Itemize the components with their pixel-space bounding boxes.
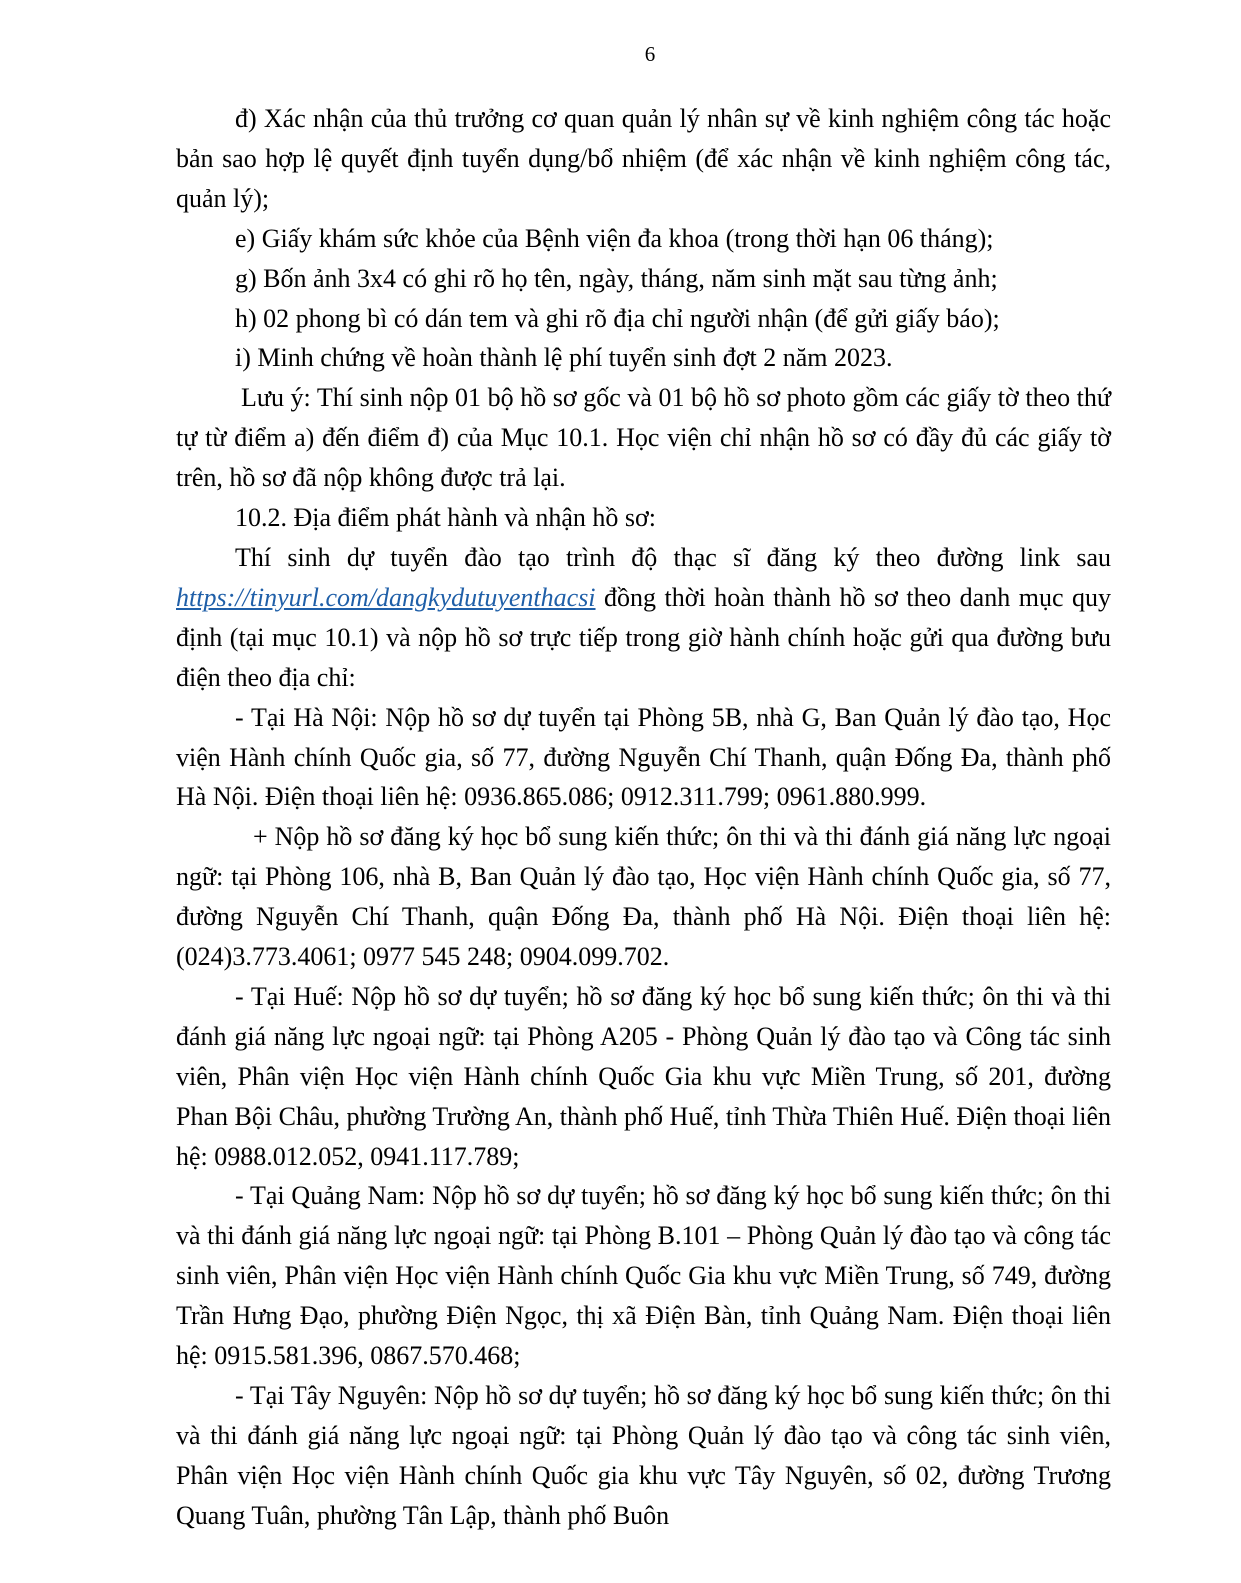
- paragraph-hanoi-supplement: + Nộp hồ sơ đăng ký học bổ sung kiến thức; ôn thi và thi đánh giá năng lực ngoại ngữ: tại Phòng 106, nhà B, Ban Quản lý đào tạo, Học viện Hành chính Quốc gia, số 77, đường Nguyễn Chí Thanh, quận Đống Đa, thành phố Hà Nội. Điện thoại liên hệ: (024)3.773.4061; 0977 545 248; 0904.099.702.: [176, 822, 1111, 972]
- paragraph-hanoi: - Tại Hà Nội: Nộp hồ sơ dự tuyển tại Phòng 5B, nhà G, Ban Quản lý đào tạo, Học viện Hành chính Quốc gia, số 77, đường Nguyễn Chí Thanh, quận Đống Đa, thành phố Hà Nội. Điện thoại liên hệ: 0936.865.086; 0912.311.799; 0961.880.999.: [176, 702, 1111, 812]
- paragraph-hue: - Tại Huế: Nộp hồ sơ dự tuyển; hồ sơ đăng ký học bổ sung kiến thức; ôn thi và thi đánh giá năng lực ngoại ngữ: tại Phòng A205 - Phòng Quản lý đào tạo và Công tác sinh viên, Phân viện Học viện Hành chính Quốc Gia khu vực Miền Trung, số 201, đường Phan Bội Châu, phường Trường An, thành phố Huế, tỉnh Thừa Thiên Huế. Điện thoại liên hệ: 0988.012.052, 0941.117.789;: [176, 981, 1111, 1171]
- paragraph-item-d: đ) Xác nhận của thủ trưởng cơ quan quản lý nhân sự về kinh nghiệm công tác hoặc bản sao hợp lệ quyết định tuyển dụng/bổ nhiệm (để xác nhận về kinh nghiệm công tác, quản lý);: [176, 104, 1111, 213]
- registration-text-after: đồng thời hoàn thành hồ sơ theo danh mục quy định (tại mục 10.1) và nộp hồ sơ trực tiếp trong giờ hành chính hoặc gửi qua đường bưu điện theo địa chỉ:: [176, 582, 1111, 692]
- paragraph-quang-nam: - Tại Quảng Nam: Nộp hồ sơ dự tuyển; hồ sơ đăng ký học bổ sung kiến thức; ôn thi và thi đánh giá năng lực ngoại ngữ: tại Phòng B.101 – Phòng Quản lý đào tạo và công tác sinh viên, Phân viện Học viện Hành chính Quốc Gia khu vực Miền Trung, số 749, đường Trần Hưng Đạo, phường Điện Ngọc, thị xã Điện Bàn, tỉnh Quảng Nam. Điện thoại liên hệ: 0915.581.396, 0867.570.468;: [176, 1181, 1111, 1371]
- paragraph-tay-nguyen: - Tại Tây Nguyên: Nộp hồ sơ dự tuyển; hồ sơ đăng ký học bổ sung kiến thức; ôn thi và thi đánh giá năng lực ngoại ngữ: tại Phòng Quản lý đào tạo và công tác sinh viên, Phân viện Học viện Hành chính Quốc gia khu vực Tây Nguyên, số 02, đường Trương Quang Tuân, phường Tân Lập, thành phố Buôn: [176, 1381, 1111, 1530]
- paragraph-item-h: h) 02 phong bì có dán tem và ghi rõ địa chỉ người nhận (để gửi giấy báo);: [235, 303, 1000, 333]
- paragraph-registration: [176, 538, 1111, 698]
- page-number: 6: [644, 42, 656, 66]
- section-heading-10-2: 10.2. Địa điểm phát hành và nhận hồ sơ:: [235, 503, 657, 533]
- paragraph-item-i: i) Minh chứng về hoàn thành lệ phí tuyển sinh đợt 2 năm 2023.: [235, 343, 893, 373]
- paragraph-note: Lưu ý: Thí sinh nộp 01 bộ hồ sơ gốc và 01 bộ hồ sơ photo gồm các giấy tờ theo thứ tự từ điểm a) đến điểm đ) của Mục 10.1. Học viện chỉ nhận hồ sơ có đầy đủ các giấy tờ trên, hồ sơ đã nộp không được trả lại.: [176, 383, 1111, 493]
- paragraph-item-g: g) Bốn ảnh 3x4 có ghi rõ họ tên, ngày, tháng, năm sinh mặt sau từng ảnh;: [235, 263, 998, 293]
- registration-text-before: Thí sinh dự tuyển đào tạo trình độ thạc sĩ đăng ký theo đường link sau: [235, 542, 1111, 572]
- paragraph-item-e: e) Giấy khám sức khỏe của Bệnh viện đa khoa (trong thời hạn 06 tháng);: [235, 223, 994, 253]
- registration-link[interactable]: https://tinyurl.com/dangkydutuyenthacsi: [176, 582, 596, 612]
- document-body: [176, 99, 1111, 1536]
